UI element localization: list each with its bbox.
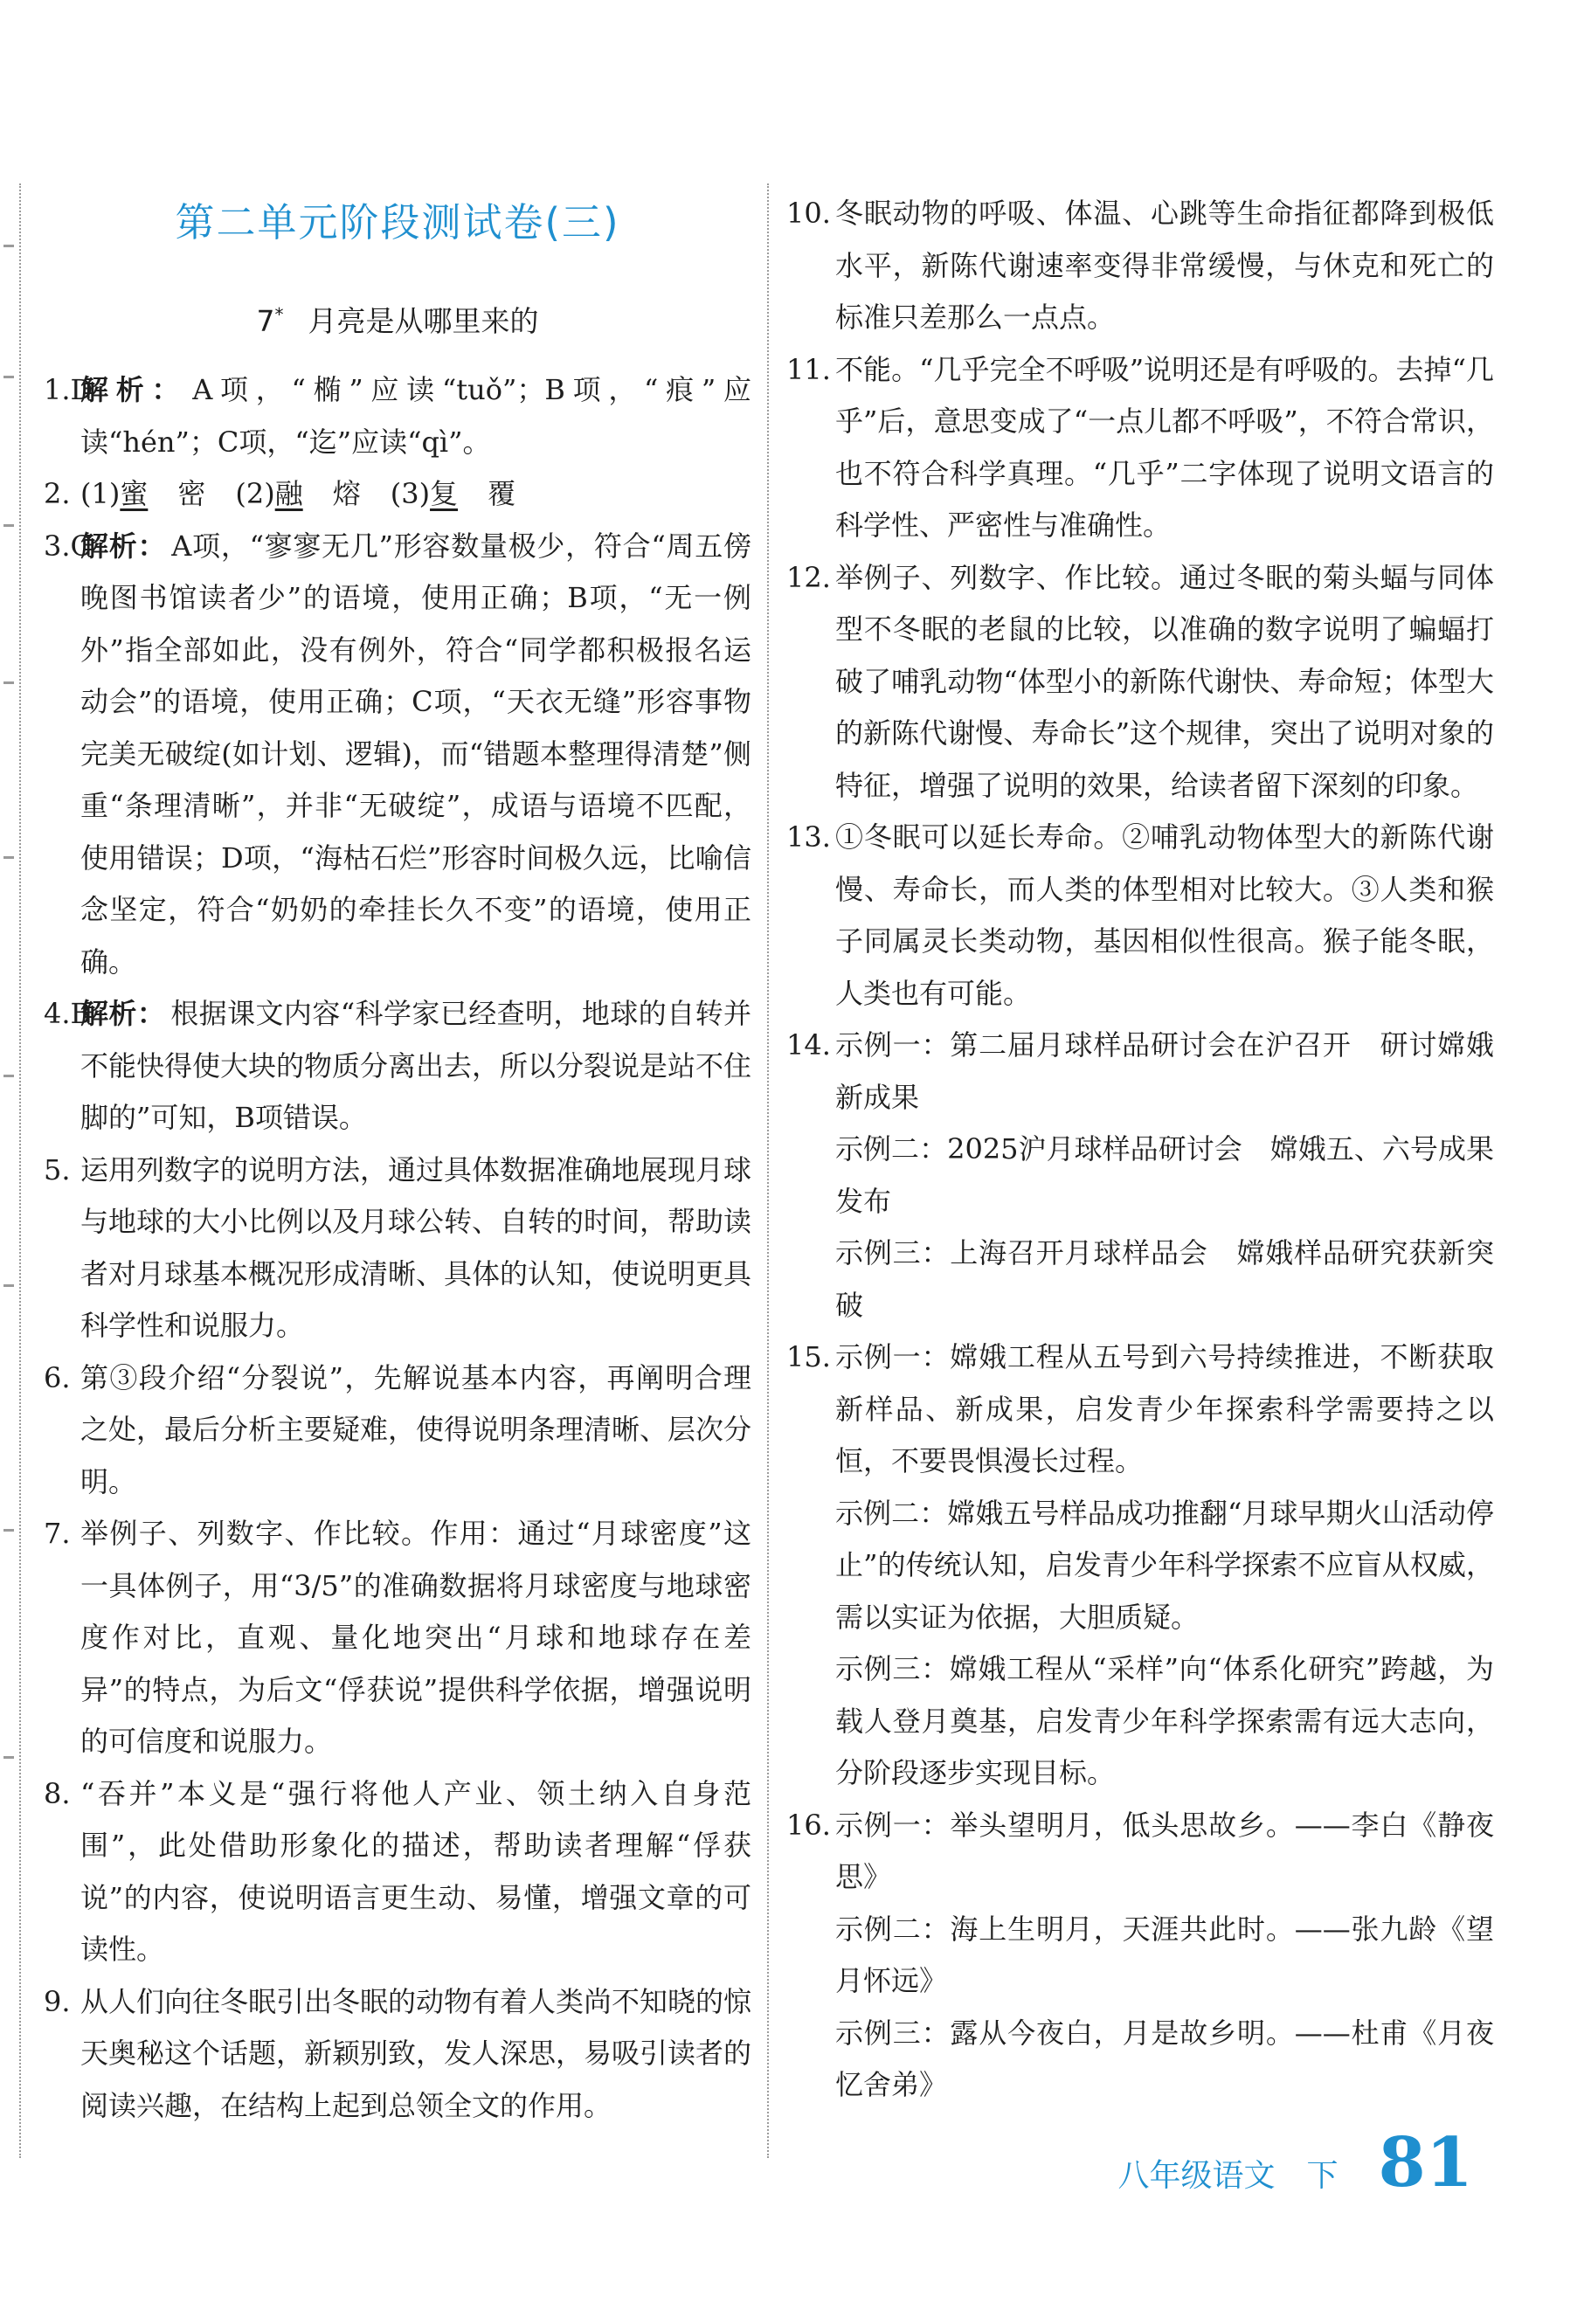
answer-6: 6. 第③段介绍“分裂说”，先解说基本内容，再阐明合理之处，最后分析主要疑难，使得说明条理清晰、层次分明。	[44, 1360, 752, 1498]
lesson-title	[44, 293, 751, 343]
example-3: 示例三：嫦娥工程从“采样”向“体系化研究”跨越，为载人登月奠基，启发青少年科学探索需有远大志向，分阶段逐步实现目标。	[835, 1652, 1494, 1789]
example-1: 示例一：第二届月球样品研讨会在沪召开 研讨嫦娥新成果	[835, 1028, 1494, 1114]
answer-10: 10. 冬眠动物的呼吸、体温、心跳等生命指征都降到极低水平，新陈代谢速率变得非常缓慢，与休克和死亡的标准只差那么一点点。	[786, 197, 1494, 334]
lesson-name: 月亮是从哪里来的	[308, 304, 539, 338]
column-divider	[767, 183, 769, 2158]
example-3: 示例三：上海召开月球样品会 嫦娥样品研究获新突破	[835, 1236, 1494, 1322]
answer-5: 5. 运用列数字的说明方法，通过具体数据准确地展现月球与地球的大小比例以及月球公转、自转的时间，帮助读者对月球基本概况形成清晰、具体的认知，使说明更具科学性和说服力。	[44, 1152, 752, 1342]
answer-16: 16. 示例一：举头望明月，低头思故乡。——李白《静夜思》 示例二：海上生明月，天涯共此时。——张九龄《望月怀远》 示例三：露从今夜白，月是故乡明。——杜甫《月夜忆舍弟》	[786, 1800, 1494, 2112]
answer-12: 12. 举例子、列数字、作比较。通过冬眠的菊头蝠与同体型不冬眠的老鼠的比较，以准确的数字说明了蝙蝠打破了哺乳动物“体型小的新陈代谢快、寿命短；体型大的新陈代谢慢、寿命长”这个规律，突出了说明对象的特征，增强了说明的效果，给读者留下深刻的印象。	[786, 560, 1494, 802]
footer-subject: 八年级语文 下	[1117, 2158, 1339, 2194]
answer-2: 2. (1)蜜 密 (2)融 熔 (3)复 覆	[44, 477, 516, 510]
example-1: 示例一：嫦娥工程从五号到六号持续推进，不断获取新样品、新成果，启发青少年探索科学需要持之以恒，不要畏惧漫长过程。	[835, 1340, 1494, 1477]
example-2: 示例二：嫦娥五号样品成功推翻“月球早期火山活动停止”的传统认知，启发青少年科学探索不应盲从权威，需以实证为依据，大胆质疑。	[835, 1496, 1494, 1634]
lesson-number: 7*	[256, 304, 284, 338]
page-footer	[1117, 2123, 1473, 2203]
example-2: 示例二：海上生明月，天涯共此时。——张九龄《望月怀远》	[835, 1912, 1494, 1997]
left-dotted-rule	[19, 183, 21, 2158]
answer-8: 8. “吞并”本义是“强行将他人产业、领土纳入自身范围”，此处借助形象化的描述，帮助读者理解“俘获说”的内容，使说明语言更生动、易懂，增强文章的可读性。	[44, 1776, 751, 1966]
answer-3: 3.C 解析： A项，“寥寥无几”形容数量极少，符合“周五傍晚图书馆读者少”的语境，使用正确；B项，“无一例外”指全部如此，没有例外，符合“同学都积极报名运动会”的语境，使用正确；C项，“天衣无缝”形容事物完美无破绽(如计划、逻辑)，而“错题本整理得清楚”侧重“条理清晰”，并非“无破绽”，成语与语境不匹配，使用错误；D项，“海枯石烂”形容时间极久远，比喻信念坚定，符合“奶奶的牵挂长久不变”的语境，使用正确。	[44, 529, 751, 979]
page-number: 81	[1378, 2123, 1473, 2203]
left-column	[44, 188, 751, 2132]
example-1: 示例一：举头望明月，低头思故乡。——李白《静夜思》	[835, 1808, 1494, 1893]
example-3: 示例三：露从今夜白，月是故乡明。——杜甫《月夜忆舍弟》	[835, 2016, 1494, 2101]
answer-1: 1.D 解析： A项，“椭”应读“tuǒ”；B项，“痕”应读“hén”；C项，“迄”应读“qì”。	[44, 373, 751, 459]
answer-13: 13. ①冬眠可以延长寿命。②哺乳动物体型大的新陈代谢慢、寿命长，而人类的体型相对比较大。③人类和猴子同属灵长类动物，基因相似性很高。猴子能冬眠，人类也有可能。	[786, 820, 1494, 1010]
right-column	[786, 188, 1494, 2112]
binding-edge-marks	[0, 192, 21, 2114]
answer-11: 11. 不能。“几乎完全不呼吸”说明还是有呼吸的。去掉“几乎”后，意思变成了“一点儿都不呼吸”，不符合常识，也不符合科学真理。“几乎”二字体现了说明文语言的科学性、严密性与准确性。	[786, 352, 1494, 542]
answer-4: 4.B 解析： 根据课文内容“科学家已经查明，地球的自转并不能快得使大块的物质分离出去，所以分裂说是站不住脚的”可知，B项错误。	[44, 997, 752, 1134]
answer-9: 9. 从人们向往冬眠引出冬眠的动物有着人类尚不知晓的惊天奥秘这个话题，新颖别致，发人深思，易吸引读者的阅读兴趣，在结构上起到总领全文的作用。	[44, 1984, 752, 2122]
example-2: 示例二：2025沪月球样品研讨会 嫦娥五、六号成果发布	[835, 1132, 1494, 1218]
section-title: 第二单元阶段测试卷(三)	[175, 199, 620, 246]
answer-14: 14. 示例一：第二届月球样品研讨会在沪召开 研讨嫦娥新成果 示例二：2025沪月球样品研讨会 嫦娥五、六号成果发布 示例三：上海召开月球样品会 嫦娥样品研究获新突破	[786, 1020, 1494, 1331]
answer-15: 15. 示例一：嫦娥工程从五号到六号持续推进，不断获取新样品、新成果，启发青少年探索科学需要持之以恒，不要畏惧漫长过程。 示例二：嫦娥五号样品成功推翻“月球早期火山活动停止”的传统认知，启发青少年科学探索不应盲从权威，需以实证为依据，大胆质疑。 示例三：嫦娥工程从“采样”向“体系化研究”跨越，为载人登月奠基，启发青少年科学探索需有远大志向，分阶段逐步实现目标。	[786, 1331, 1494, 1800]
answer-7: 7. 举例子、列数字、作比较。作用：通过“月球密度”这一具体例子，用“3/5”的准确数据将月球密度与地球密度作对比，直观、量化地突出“月球和地球存在差异”的特点，为后文“俘获说”提供科学依据，增强说明的可信度和说服力。	[44, 1517, 751, 1758]
